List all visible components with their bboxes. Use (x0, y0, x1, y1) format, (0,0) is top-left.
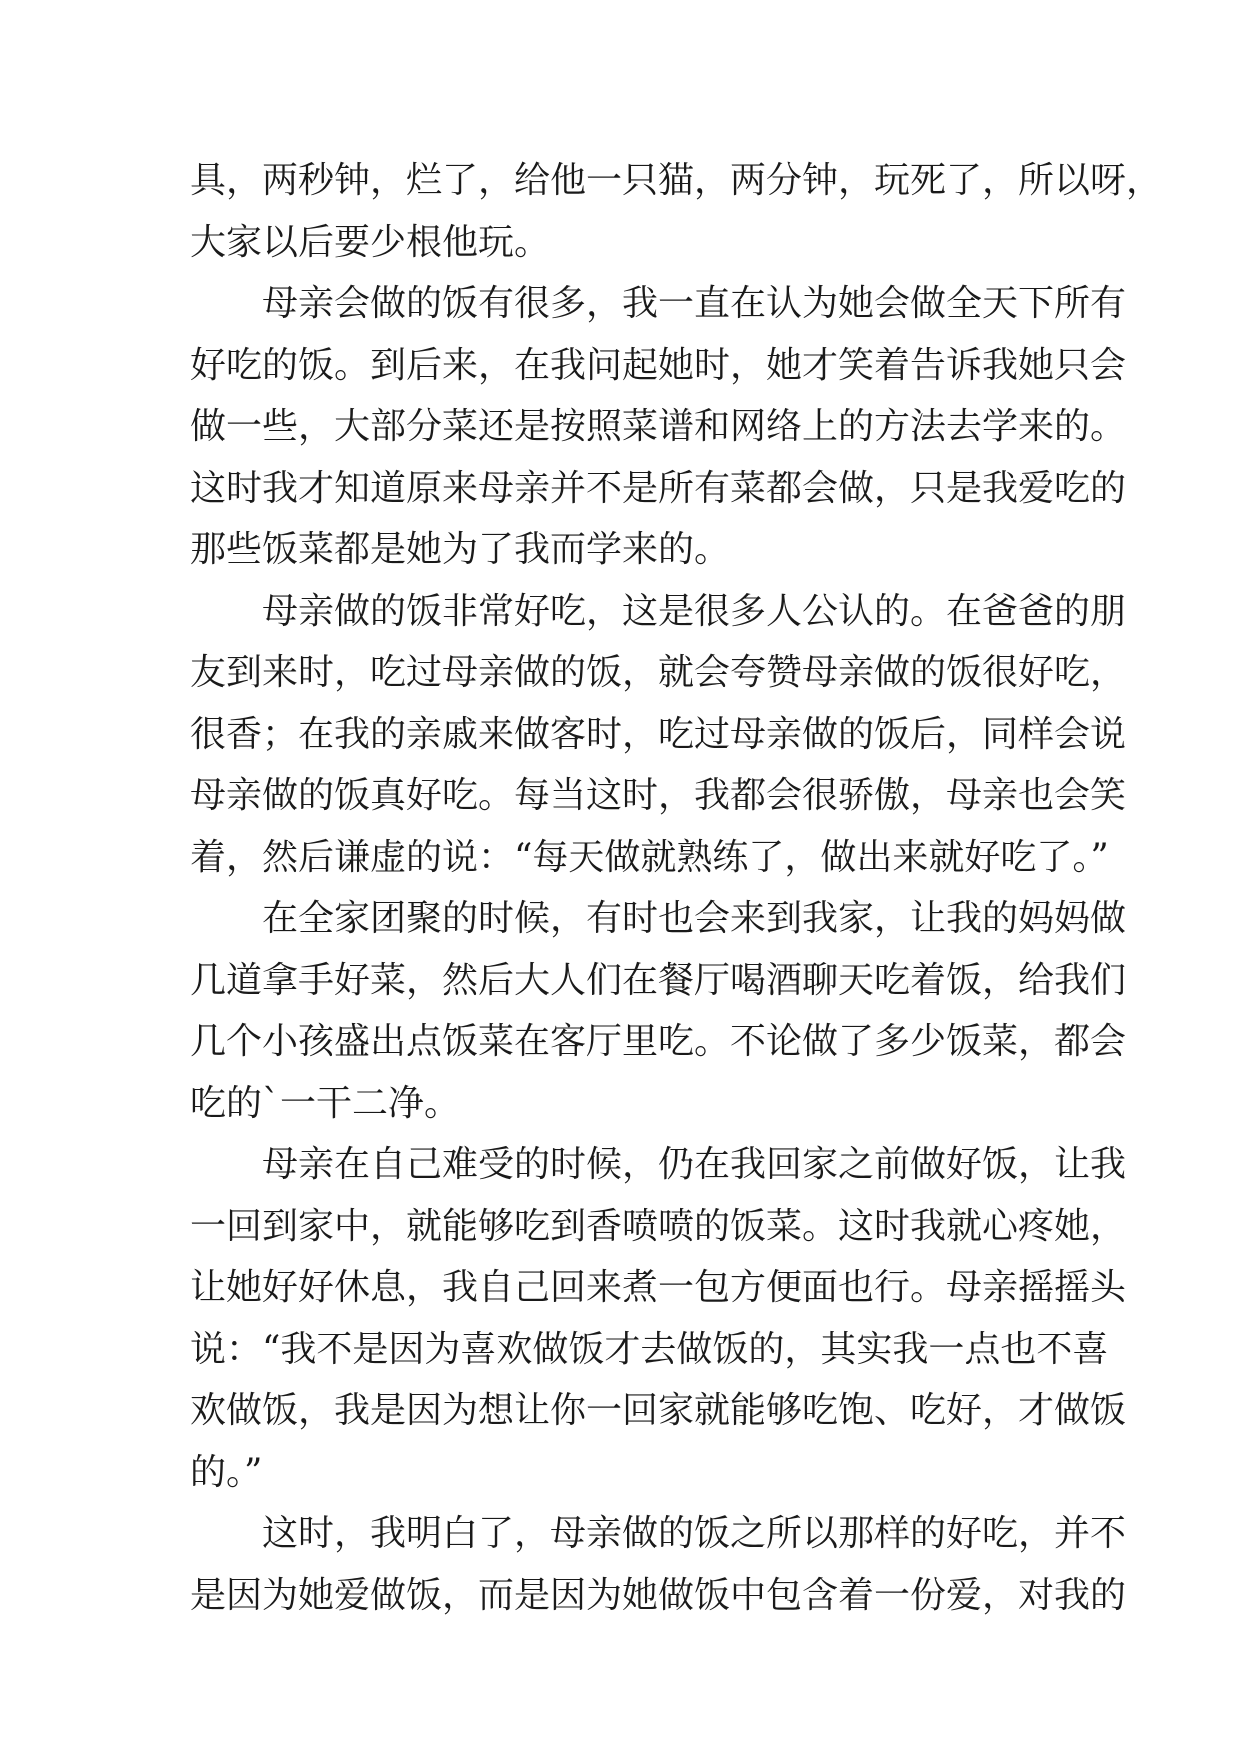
paragraph (190, 150, 1163, 273)
text-line: 那些饭菜都是她为了我而学来的。 (190, 529, 731, 570)
paragraph (190, 1503, 1127, 1626)
paragraph (190, 273, 1127, 581)
text-line: 让她好好休息，我自己回来煮一包方便面也行。母亲摇摇头 (190, 1267, 1127, 1308)
text-line: 好吃的饭。到后来，在我问起她时，她才笑着告诉我她只会 (190, 344, 1127, 386)
text-line: 友到来时，吃过母亲做的饭，就会夸赞母亲做的饭很好吃， (190, 652, 1127, 693)
text-line: 一回到家中，就能够吃到香喷喷的饭菜。这时我就心疼她， (190, 1205, 1127, 1247)
text-line: 吃的`一干二净。 (190, 1082, 461, 1124)
text-line: 着，然后谦虚的说：“每天做就熟练了，做出来就好吃了。” (190, 836, 1109, 878)
text-line: 的。” (190, 1451, 263, 1493)
text-line: 这时我才知道原来母亲并不是所有菜都会做，只是我爱吃的 (190, 467, 1127, 509)
paragraph (190, 581, 1127, 889)
text-line: 在全家团聚的时候，有时也会来到我家，让我的妈妈做 (190, 898, 1127, 939)
text-line: 欢做饭，我是因为想让你一回家就能够吃饱、吃好，才做饭 (190, 1390, 1127, 1431)
text-line: 母亲做的饭非常好吃，这是很多人公认的。在爸爸的朋 (190, 590, 1127, 632)
text-line: 很香；在我的亲戚来做客时，吃过母亲做的饭后，同样会说 (190, 713, 1127, 755)
document-body (190, 150, 1163, 1626)
text-line: 具，两秒钟，烂了，给他一只猫，两分钟，玩死了，所以呀， (190, 160, 1163, 201)
text-line: 母亲在自己难受的时候，仍在我回家之前做好饭，让我 (190, 1144, 1127, 1185)
paragraph (190, 1134, 1127, 1503)
text-line: 说：“我不是因为喜欢做饭才去做饭的，其实我一点也不喜 (190, 1328, 1109, 1370)
text-line: 母亲会做的饭有很多，我一直在认为她会做全天下所有 (190, 283, 1127, 324)
text-line: 几道拿手好菜，然后大人们在餐厅喝酒聊天吃着饭，给我们 (190, 959, 1127, 1001)
text-line: 几个小孩盛出点饭菜在客厅里吃。不论做了多少饭菜，都会 (190, 1021, 1127, 1062)
text-line: 做一些，大部分菜还是按照菜谱和网络上的方法去学来的。 (190, 406, 1127, 447)
paragraph (190, 888, 1127, 1134)
text-line: 这时，我明白了，母亲做的饭之所以那样的好吃，并不 (190, 1513, 1127, 1554)
text-line: 是因为她爱做饭，而是因为她做饭中包含着一份爱，对我的 (190, 1574, 1127, 1616)
text-line: 大家以后要少根他玩。 (190, 221, 551, 263)
text-line: 母亲做的饭真好吃。每当这时，我都会很骄傲，母亲也会笑 (190, 775, 1127, 816)
